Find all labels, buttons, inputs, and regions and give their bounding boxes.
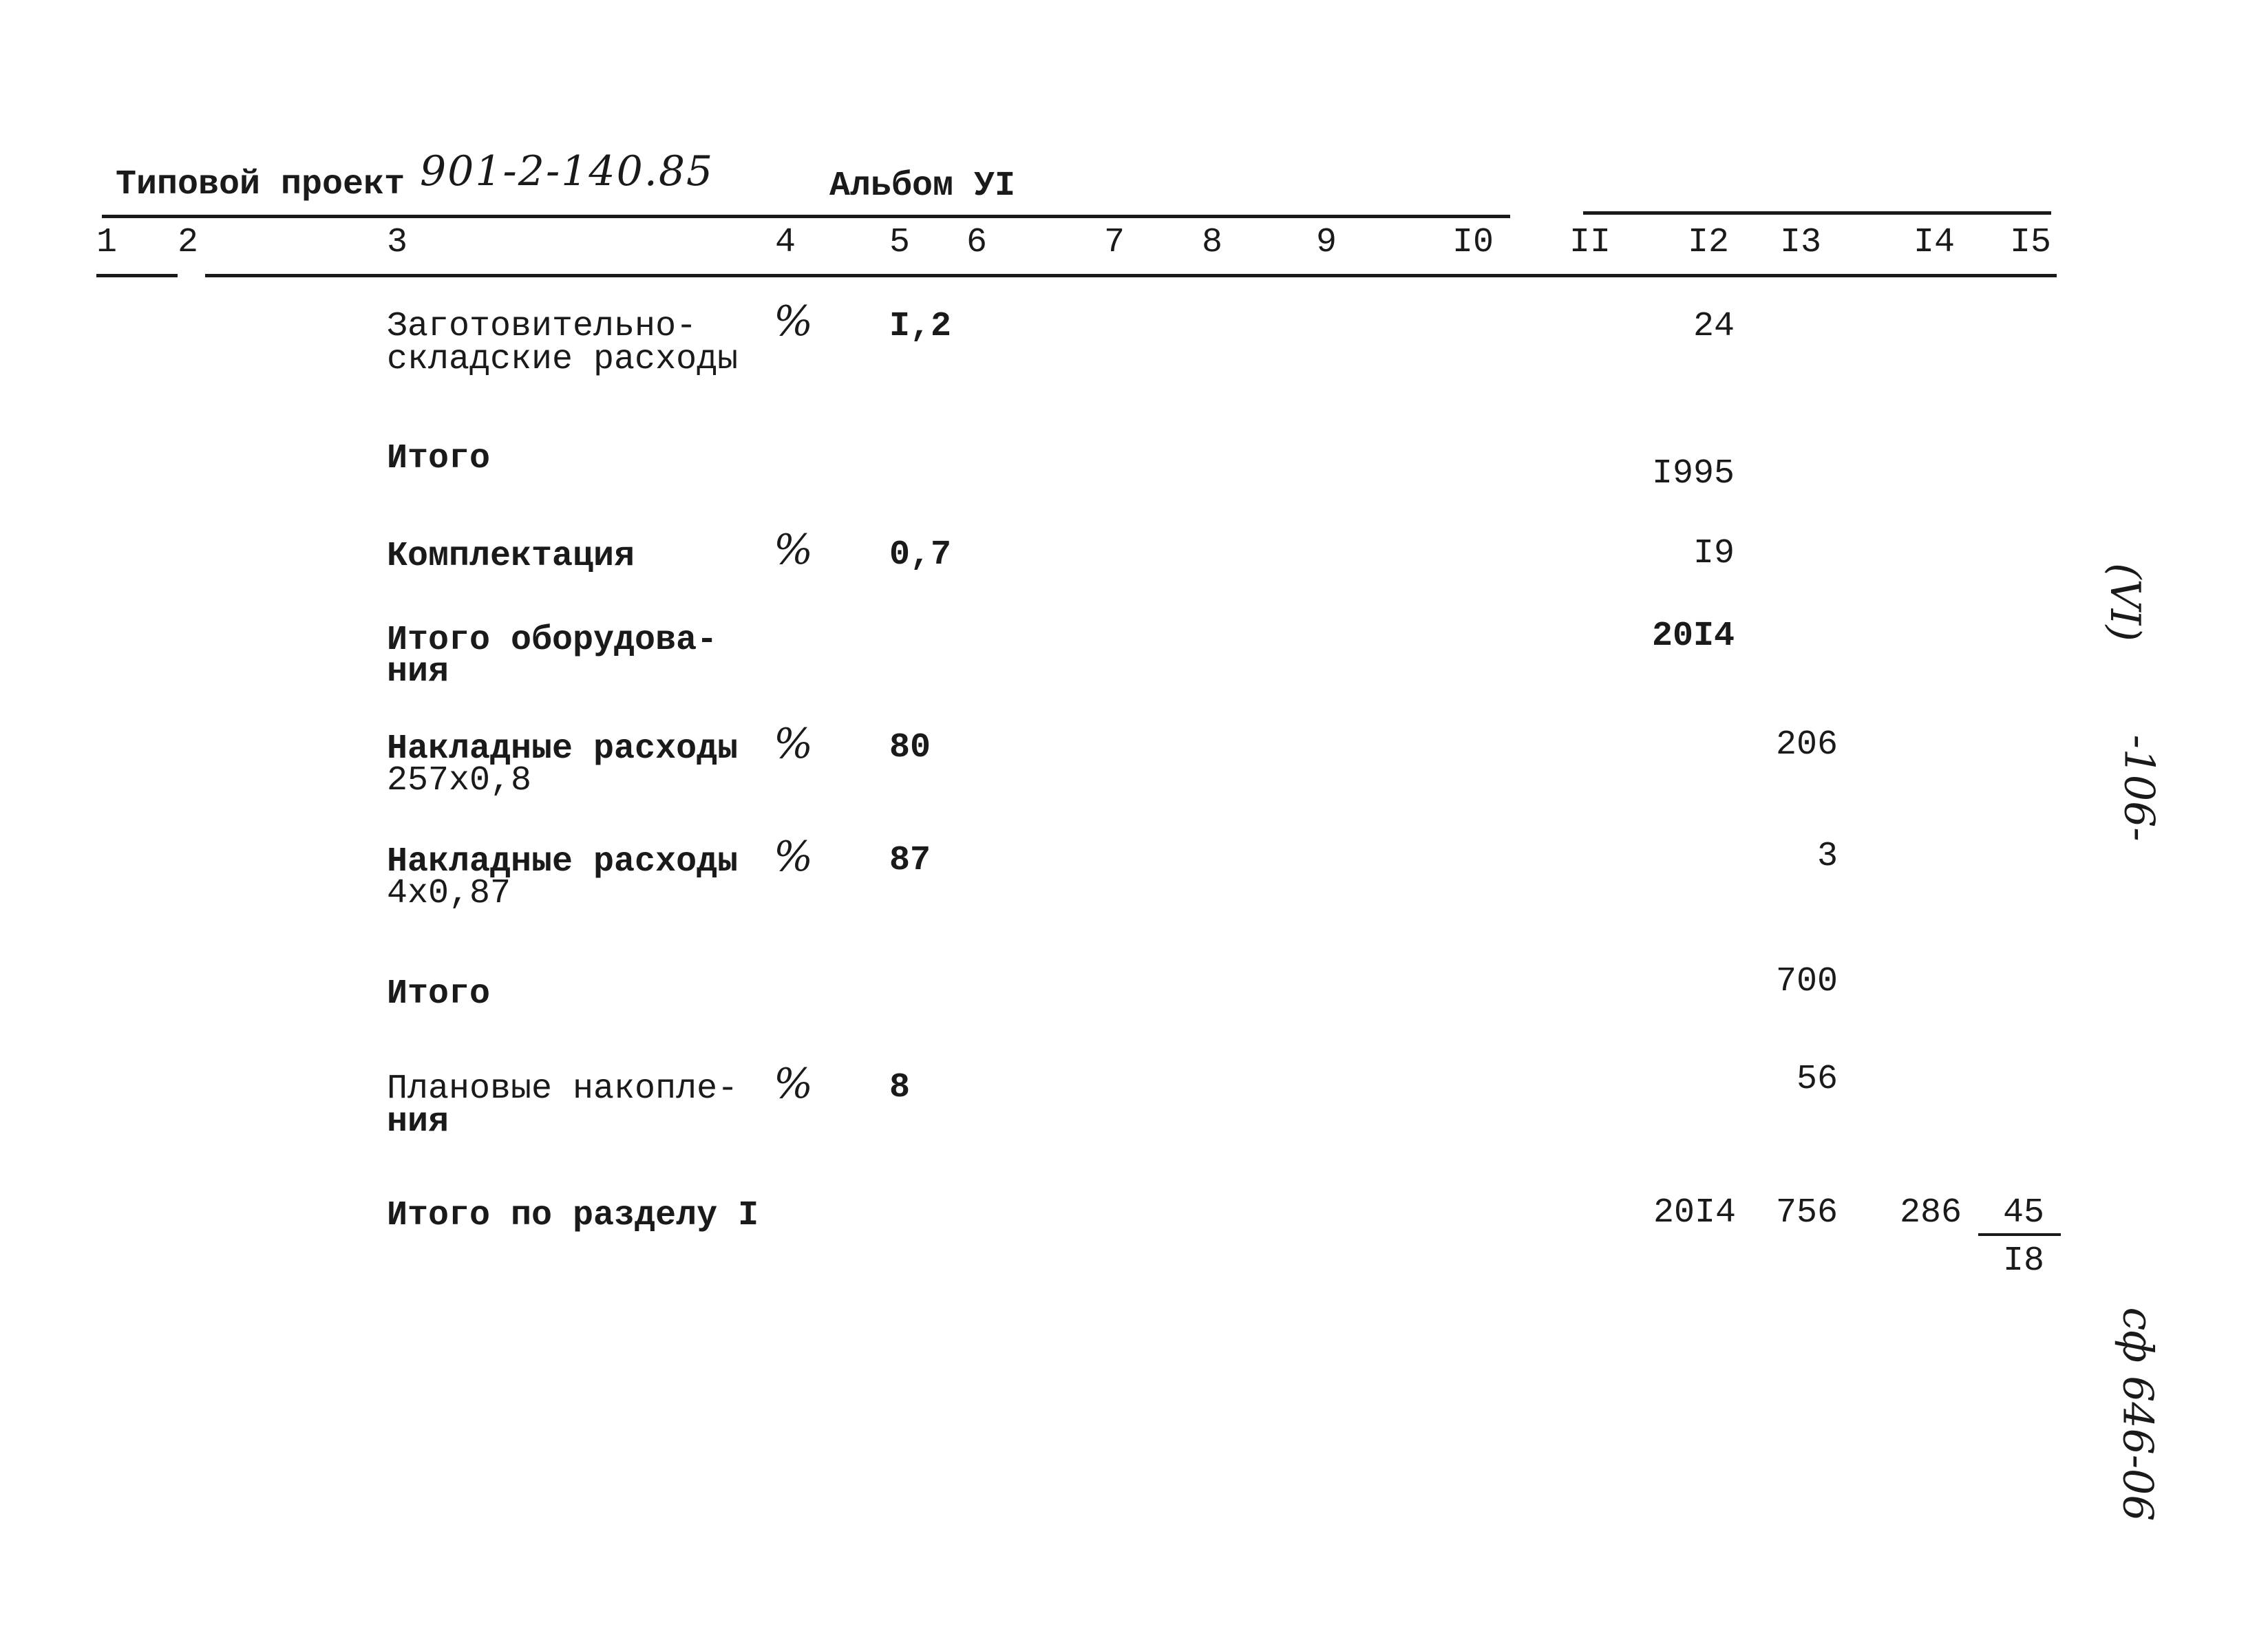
row-name-line1: Плановые накопле- bbox=[387, 1069, 739, 1109]
row-name-line2: ния bbox=[387, 1102, 449, 1142]
row-name-line1: Заготовительно- bbox=[387, 307, 697, 346]
row-unit: % bbox=[774, 297, 815, 345]
column-rule-short bbox=[96, 274, 178, 277]
col-num-9: 9 bbox=[1316, 223, 1337, 262]
row-col13: 3 bbox=[1816, 837, 1838, 876]
col-num-8: 8 bbox=[1202, 223, 1223, 262]
row-col5: I,2 bbox=[889, 307, 952, 346]
col-num-11: II bbox=[1569, 223, 1611, 262]
row-col13: 700 bbox=[1775, 962, 1838, 1001]
header-rule-top-left bbox=[102, 215, 1510, 218]
col-num-15: I5 bbox=[2010, 223, 2052, 262]
row-name-line2: складские расходы bbox=[387, 340, 739, 379]
page-number: -106- bbox=[2115, 734, 2163, 842]
column-rule bbox=[205, 274, 2057, 277]
col-num-4: 4 bbox=[775, 223, 796, 262]
row-name-line2: ния bbox=[387, 652, 449, 692]
col-num-3: 3 bbox=[387, 223, 408, 262]
row-name-line1: Итого bbox=[387, 439, 491, 478]
section-total-col15-top: 45 bbox=[2003, 1193, 2045, 1233]
col-num-6: 6 bbox=[966, 223, 988, 262]
col-num-7: 7 bbox=[1104, 223, 1125, 262]
row-col12: I9 bbox=[1693, 534, 1735, 573]
section-total-label: Итого по разделу I bbox=[387, 1196, 759, 1235]
row-col12: 20I4 bbox=[1651, 617, 1735, 656]
fraction-bar bbox=[1978, 1233, 2061, 1236]
col-num-10: I0 bbox=[1452, 223, 1494, 262]
row-col5: 87 bbox=[889, 841, 931, 880]
row-unit: % bbox=[774, 833, 815, 881]
row-name-line1: Комплектация bbox=[387, 537, 635, 576]
col-num-5: 5 bbox=[889, 223, 911, 262]
section-total-col13: 756 bbox=[1775, 1193, 1838, 1233]
page-mark: (VI) bbox=[2100, 563, 2149, 641]
col-num-12: I2 bbox=[1688, 223, 1730, 262]
row-col13: 56 bbox=[1796, 1060, 1838, 1099]
col-num-14: I4 bbox=[1914, 223, 1956, 262]
archive-code: сф 646-06 bbox=[2113, 1307, 2162, 1522]
project-label: Типовой проект bbox=[116, 165, 405, 204]
section-total-col14: 286 bbox=[1899, 1193, 1962, 1233]
header-rule-top-right bbox=[1583, 211, 2051, 215]
section-total-col12: 20I4 bbox=[1653, 1193, 1736, 1233]
row-col5: 0,7 bbox=[889, 535, 952, 575]
row-unit: % bbox=[774, 526, 815, 574]
row-col5: 8 bbox=[889, 1068, 911, 1107]
row-name-line1: Накладные расходы bbox=[387, 729, 739, 769]
row-col5: 80 bbox=[889, 728, 931, 767]
row-unit: % bbox=[774, 1060, 815, 1108]
row-col13: 206 bbox=[1775, 725, 1838, 765]
row-name-line1: Итого bbox=[387, 974, 491, 1014]
col-num-2: 2 bbox=[178, 223, 199, 262]
row-name-line1: Итого оборудова- bbox=[387, 621, 718, 660]
album-label: Альбом УI bbox=[829, 167, 1016, 206]
col-num-1: 1 bbox=[96, 223, 118, 262]
row-unit: % bbox=[774, 720, 815, 768]
row-col12: 24 bbox=[1693, 307, 1735, 346]
section-total-col15-bottom: I8 bbox=[2003, 1241, 2045, 1281]
project-number: 901-2-140.85 bbox=[420, 147, 714, 195]
row-name-line2: 4х0,87 bbox=[387, 874, 511, 913]
col-num-13: I3 bbox=[1780, 223, 1822, 262]
row-name-line2: 257х0,8 bbox=[387, 761, 532, 800]
row-name-line1: Накладные расходы bbox=[387, 842, 739, 882]
row-col12: I995 bbox=[1651, 454, 1735, 493]
